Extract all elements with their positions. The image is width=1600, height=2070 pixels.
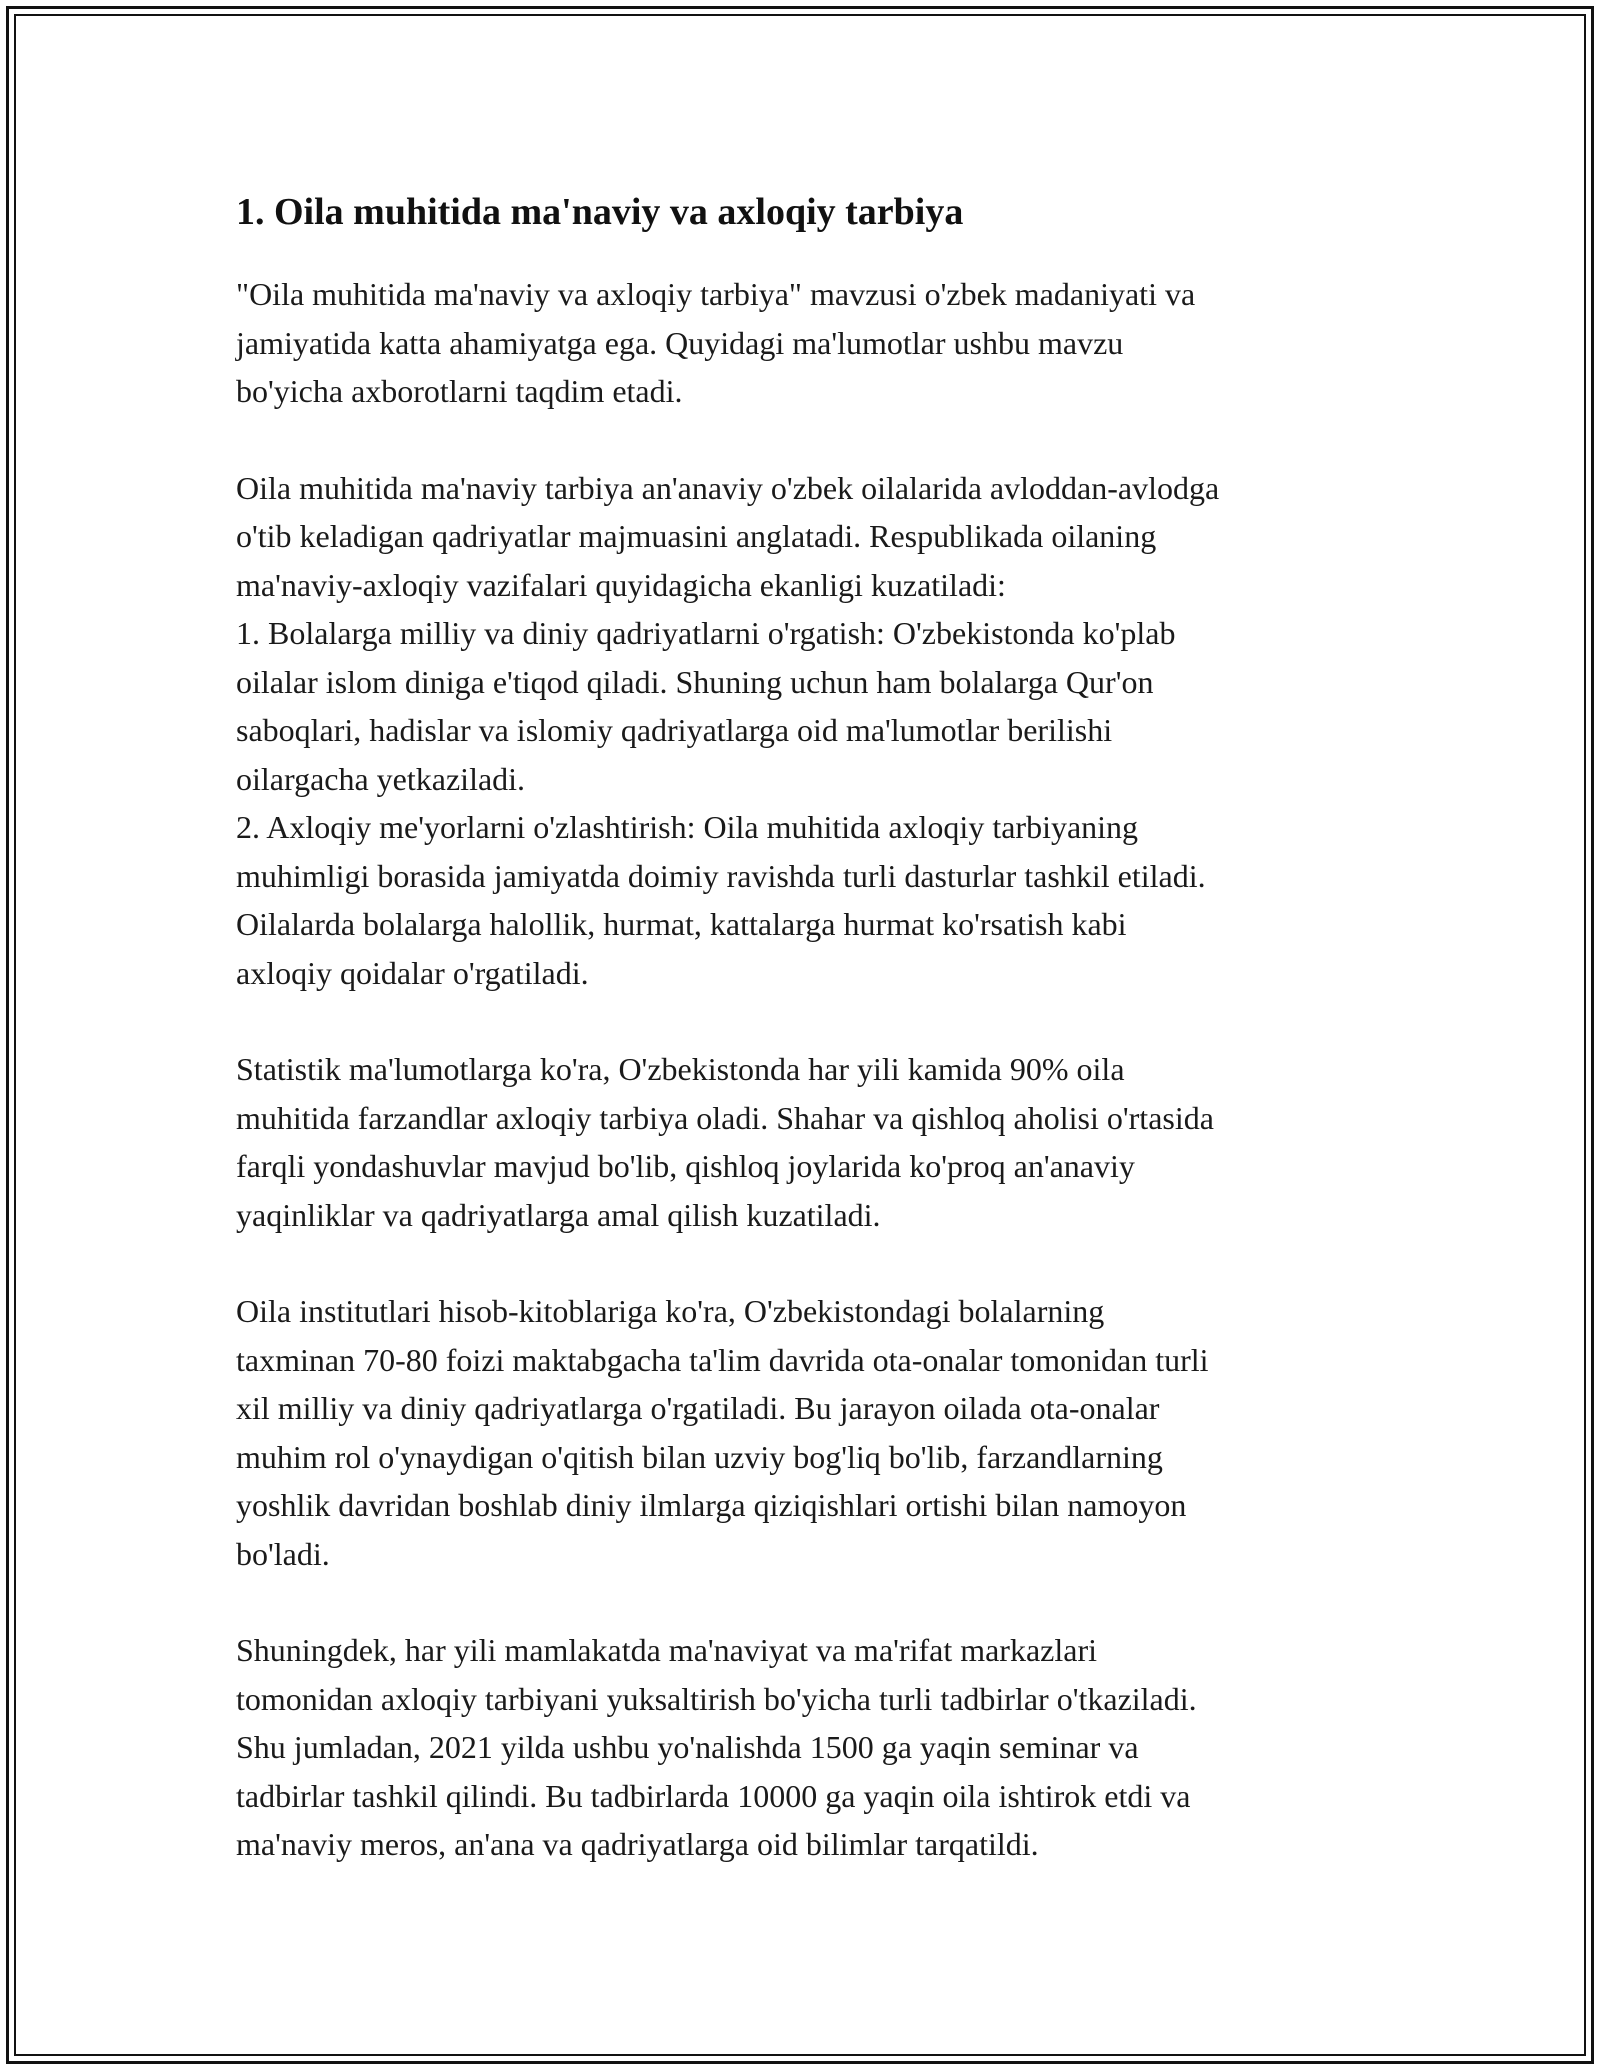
text-line: xil milliy va diniy qadriyatlarga o'rgatiladi. Bu jarayon oilada ota-onalar: [236, 1390, 1160, 1426]
text-line: saboqlari, hadislar va islomiy qadriyatlarga oid ma'lumotlar berilishi: [236, 712, 1113, 748]
paragraph-statistics: [236, 1045, 1376, 1239]
text-line: ma'naviy meros, an'ana va qadriyatlarga oid bilimlar tarqatildi.: [236, 1826, 1039, 1862]
document-body: [236, 186, 1376, 1917]
text-line: muhim rol o'ynaydigan o'qitish bilan uzviy bog'liq bo'lib, farzandlarning: [236, 1438, 1163, 1475]
text-line: ma'naviy-axloqiy vazifalari quyidagicha ekanligi kuzatiladi:: [236, 566, 1006, 603]
text-line: muhitida farzandlar axloqiy tarbiya oladi. Shahar va qishloq aholisi o'rtasida: [236, 1099, 1214, 1136]
text-line: o'tib keladigan qadriyatlar majmuasini anglatadi. Respublikada oilaning: [236, 518, 1157, 554]
text-line: tomonidan axloqiy tarbiyani yuksaltirish bo'yicha turli tadbirlar o'tkaziladi.: [236, 1680, 1197, 1717]
text-line: oilargacha yetkaziladi.: [236, 760, 526, 797]
text-line: Statistik ma'lumotlarga ko'ra, O'zbekistonda har yili kamida 90% oila: [236, 1051, 1125, 1087]
list-item-line: 2. Axloqiy me'yorlarni o'zlashtirish: Oila muhitida axloqiy tarbiyaning: [236, 809, 1139, 845]
text-line: bo'ladi.: [236, 1535, 330, 1572]
text-line: tadbirlar tashkil qilindi. Bu tadbirlarda 10000 ga yaqin oila ishtirok etdi va: [236, 1777, 1191, 1814]
text-line: jamiyatida katta ahamiyatga ega. Quyidagi ma'lumotlar ushbu mavzu: [236, 324, 1124, 361]
text-line: Oila muhitida ma'naviy tarbiya an'anaviy o'zbek oilalarida avloddan-avlodga: [236, 469, 1220, 506]
text-line: bo'yicha axborotlarni taqdim etadi.: [236, 373, 683, 409]
text-line: oilalar islom diniga e'tiqod qiladi. Shuning uchun ham bolalarga Qur'on: [236, 663, 1154, 700]
list-item-line: 1. Bolalarga milliy va diniy qadriyatlarni o'rgatish: O'zbekistonda ko'plab: [236, 615, 1176, 651]
paragraph-spiritual-upbringing: [236, 464, 1376, 998]
text-line: taxminan 70-80 foizi maktabgacha ta'lim davrida ota-onalar tomonidan turli: [236, 1341, 1209, 1378]
document-title: 1. Oila muhitida ma'naviy va axloqiy tarbiya: [236, 191, 964, 233]
text-line: Shuningdek, har yili mamlakatda ma'naviyat va ma'rifat markazlari: [236, 1632, 1097, 1668]
text-line: Oilalarda bolalarga halollik, hurmat, kattalarga hurmat ko'rsatish kabi: [236, 906, 1127, 942]
text-line: yoshlik davridan boshlab diniy ilmlarga qiziqishlari ortishi bilan namoyon: [236, 1487, 1187, 1523]
paragraph-family-institutes: [236, 1287, 1376, 1578]
text-line: Oila institutlari hisob-kitoblariga ko'ra, O'zbekistondagi bolalarning: [236, 1293, 1105, 1329]
text-line: axloqiy qoidalar o'rgatiladi.: [236, 954, 589, 991]
paragraph-intro: [236, 270, 1376, 416]
paragraph-events: [236, 1626, 1376, 1869]
text-line: "Oila muhitida ma'naviy va axloqiy tarbiya" mavzusi o'zbek madaniyati va: [236, 276, 1196, 312]
text-line: farqli yondashuvlar mavjud bo'lib, qishloq joylarida ko'proq an'anaviy: [236, 1148, 1135, 1184]
text-line: Shu jumladan, 2021 yilda ushbu yo'nalishda 1500 ga yaqin seminar va: [236, 1729, 1139, 1765]
text-line: muhimligi borasida jamiyatda doimiy ravishda turli dasturlar tashkil etiladi.: [236, 857, 1206, 894]
text-line: yaqinliklar va qadriyatlarga amal qilish kuzatiladi.: [236, 1196, 881, 1233]
